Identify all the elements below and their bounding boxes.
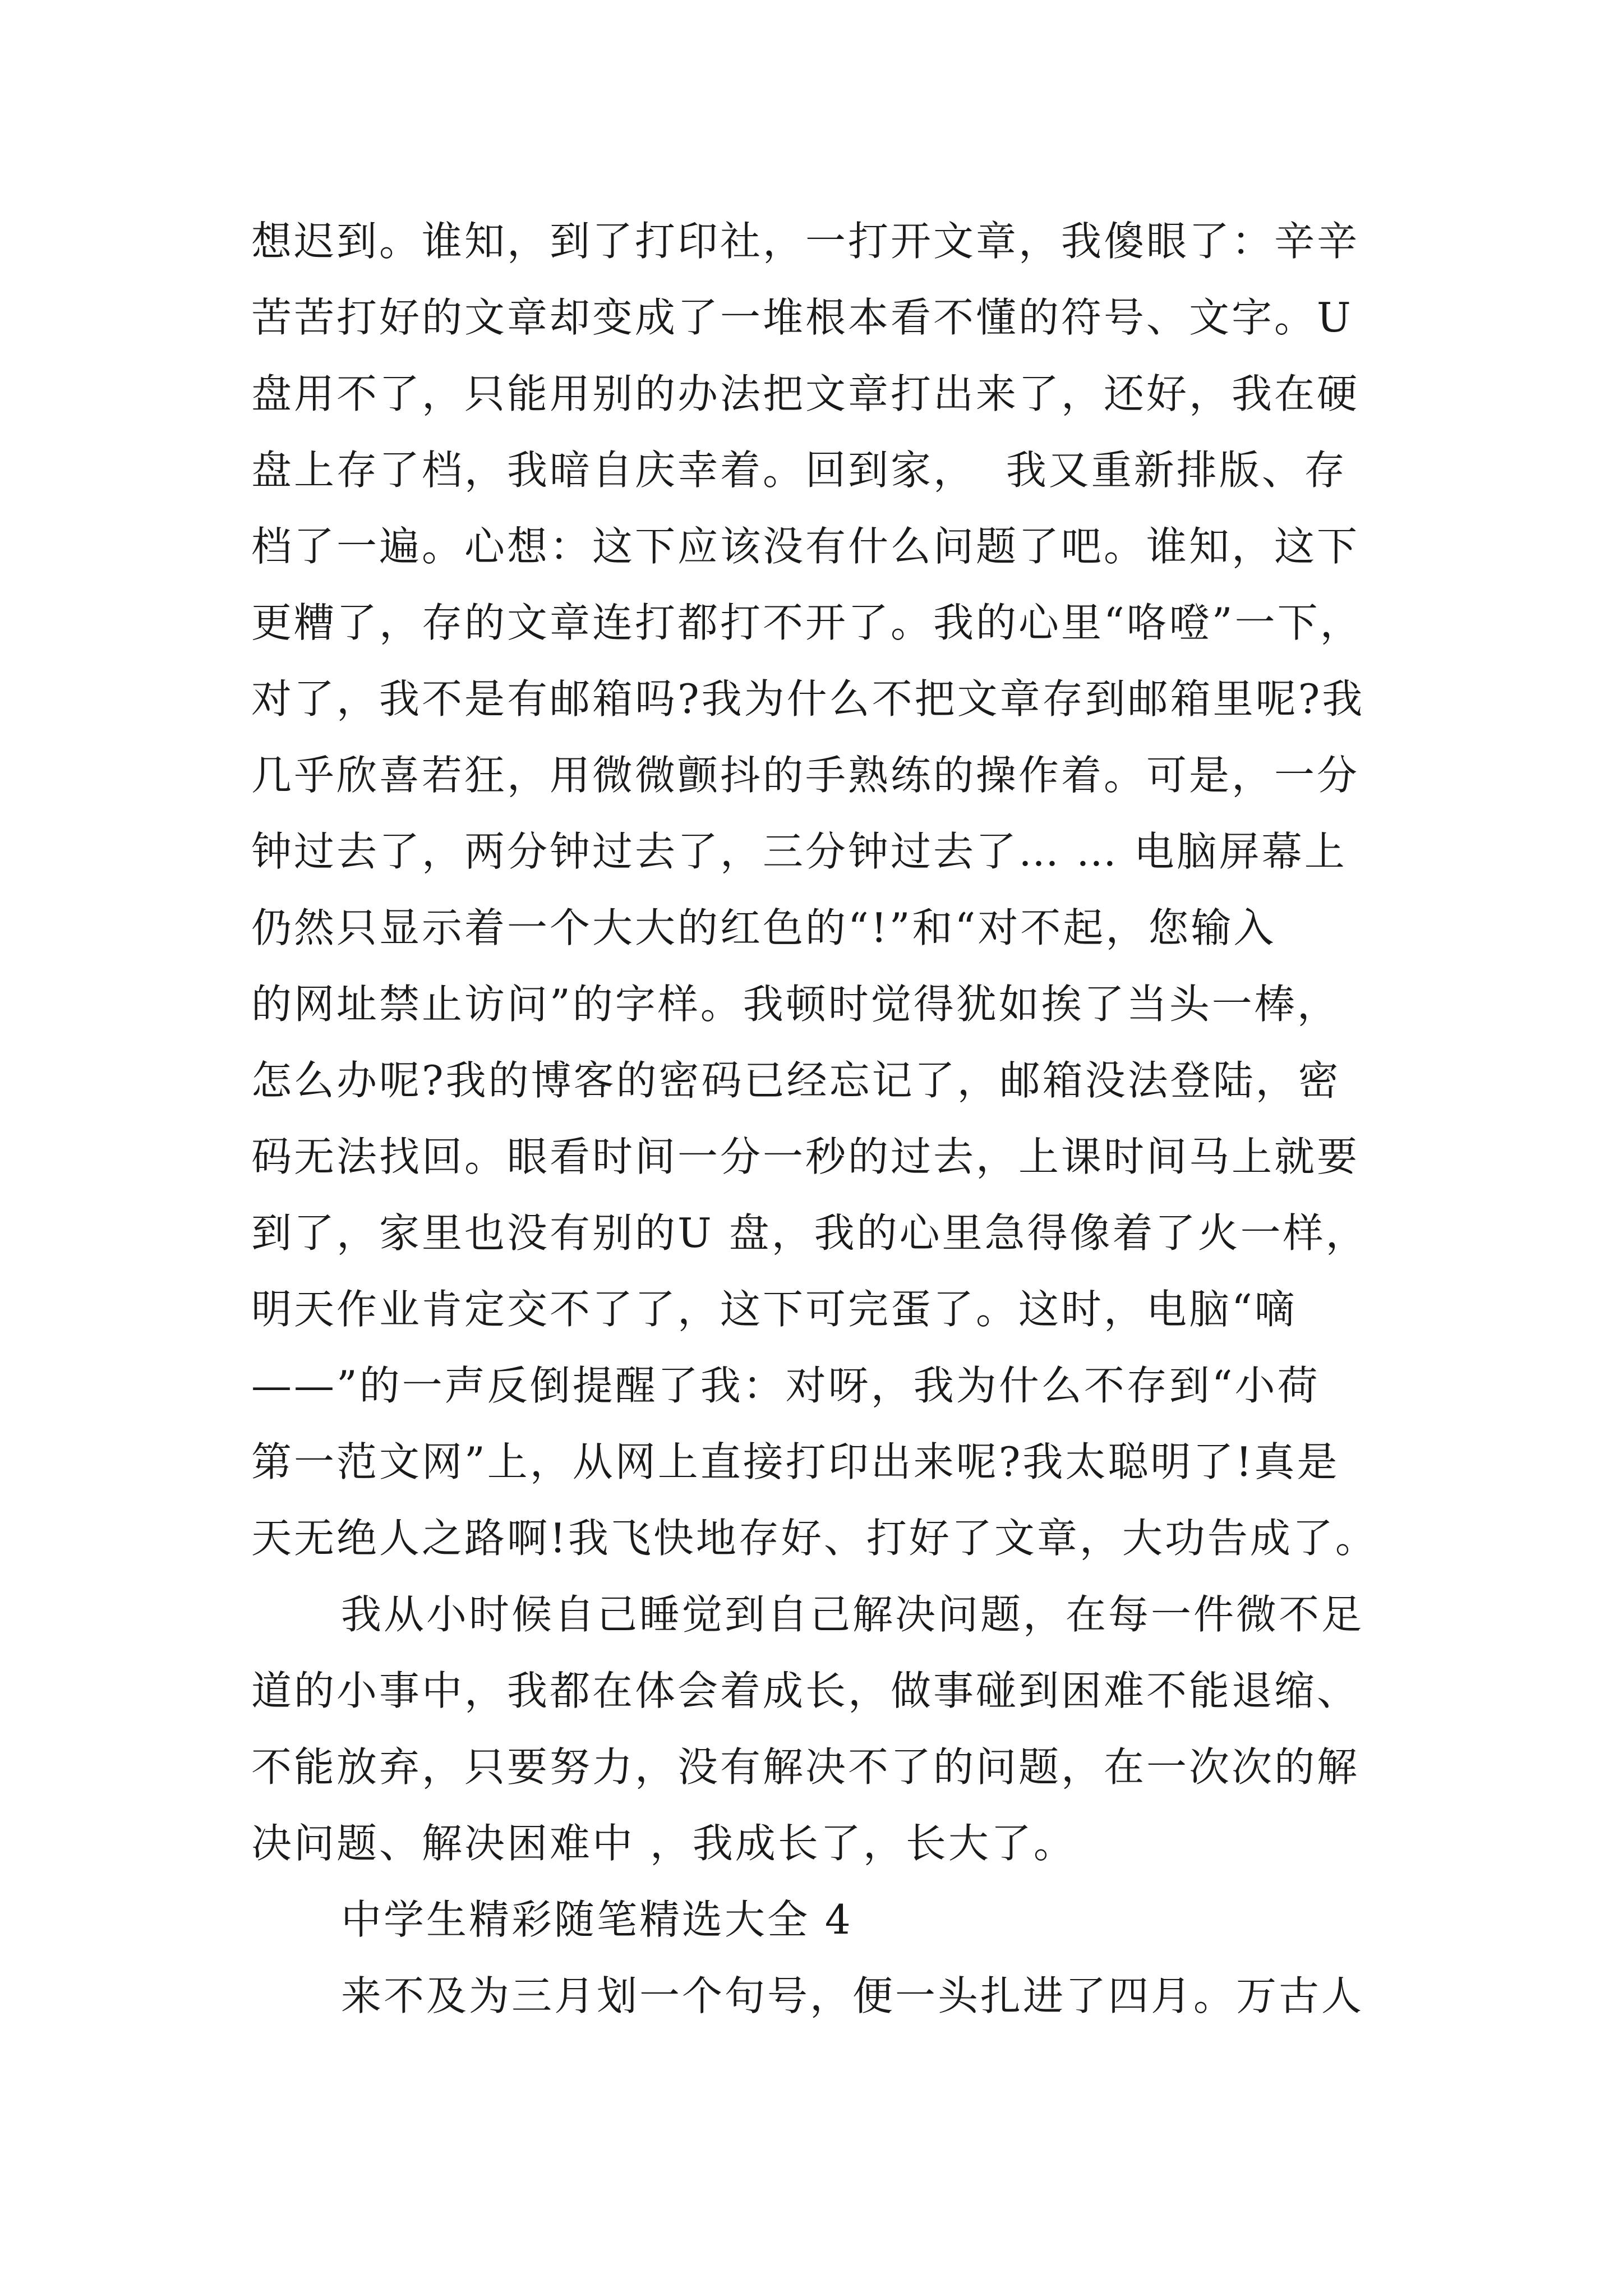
text-line: 怎么办呢?我的博客的密码已经忘记了，邮箱没法登陆，密 — [251, 1057, 1341, 1104]
text-line: 盘上存了档，我暗自庆幸着。回到家， 我又重新排版、存 — [251, 447, 1347, 494]
text-line: 码无法找回。眼看时间一分一秒的过去，上课时间马上就要 — [251, 1133, 1360, 1180]
text-line: 的网址禁止访问”的字样。我顿时觉得犹如挨了当头一棒， — [251, 981, 1340, 1028]
text-line: 档了一遍。心想：这下应该没有什么问题了吧。谁知，这下 — [251, 523, 1360, 570]
text-line: 更糟了，存的文章连打都打不开了。我的心里“咯噔”一下， — [251, 599, 1363, 646]
text-line: 不能放弃，只要努力，没有解决不了的问题，在一次次的解 — [251, 1743, 1360, 1791]
text-line: 天无绝人之路啊!我飞快地存好、打好了文章，大功告成了。 — [251, 1515, 1378, 1562]
paragraph-first-line: 我从小时候自己睡觉到自己解决问题，在每一件微不足 — [341, 1591, 1364, 1638]
section-heading: 中学生精彩随笔精选大全 4 — [341, 1896, 853, 1943]
text-line: 苦苦打好的文章却变成了一堆根本看不懂的符号、文字。U — [251, 294, 1353, 341]
text-line: 想迟到。谁知，到了打印社，一打开文章，我傻眼了：辛辛 — [251, 218, 1360, 265]
text-line: 钟过去了，两分钟过去了，三分钟过去了… … 电脑屏幕上 — [251, 828, 1347, 875]
text-line: 仍然只显示着一个大大的红色的“!”和“对不起，您输入 — [251, 904, 1276, 951]
text-line: 道的小事中，我都在体会着成长，做事碰到困难不能退缩、 — [251, 1667, 1360, 1714]
text-line: 几乎欣喜若狂，用微微颤抖的手熟练的操作着。可是，一分 — [251, 752, 1360, 799]
text-line: 明天作业肯定交不了了，这下可完蛋了。这时，电脑“嘀 — [251, 1286, 1297, 1333]
text-line: 对了，我不是有邮箱吗?我为什么不把文章存到邮箱里呢?我 — [251, 675, 1365, 723]
text-line: 第一范文网”上，从网上直接打印出来呢?我太聪明了!真是 — [251, 1438, 1340, 1485]
text-line: 决问题、解决困难中 ，我成长了，长大了。 — [251, 1820, 1076, 1867]
text-line: ——”的一声反倒提醒了我：对呀，我为什么不存到“小荷 — [251, 1362, 1320, 1409]
paragraph-first-line: 来不及为三月划一个句号，便一头扎进了四月。万古人 — [341, 1972, 1364, 2019]
text-line: 到了，家里也没有别的U 盘，我的心里急得像着了火一样， — [251, 1209, 1368, 1257]
text-line: 盘用不了，只能用别的办法把文章打出来了，还好，我在硬 — [251, 370, 1360, 417]
